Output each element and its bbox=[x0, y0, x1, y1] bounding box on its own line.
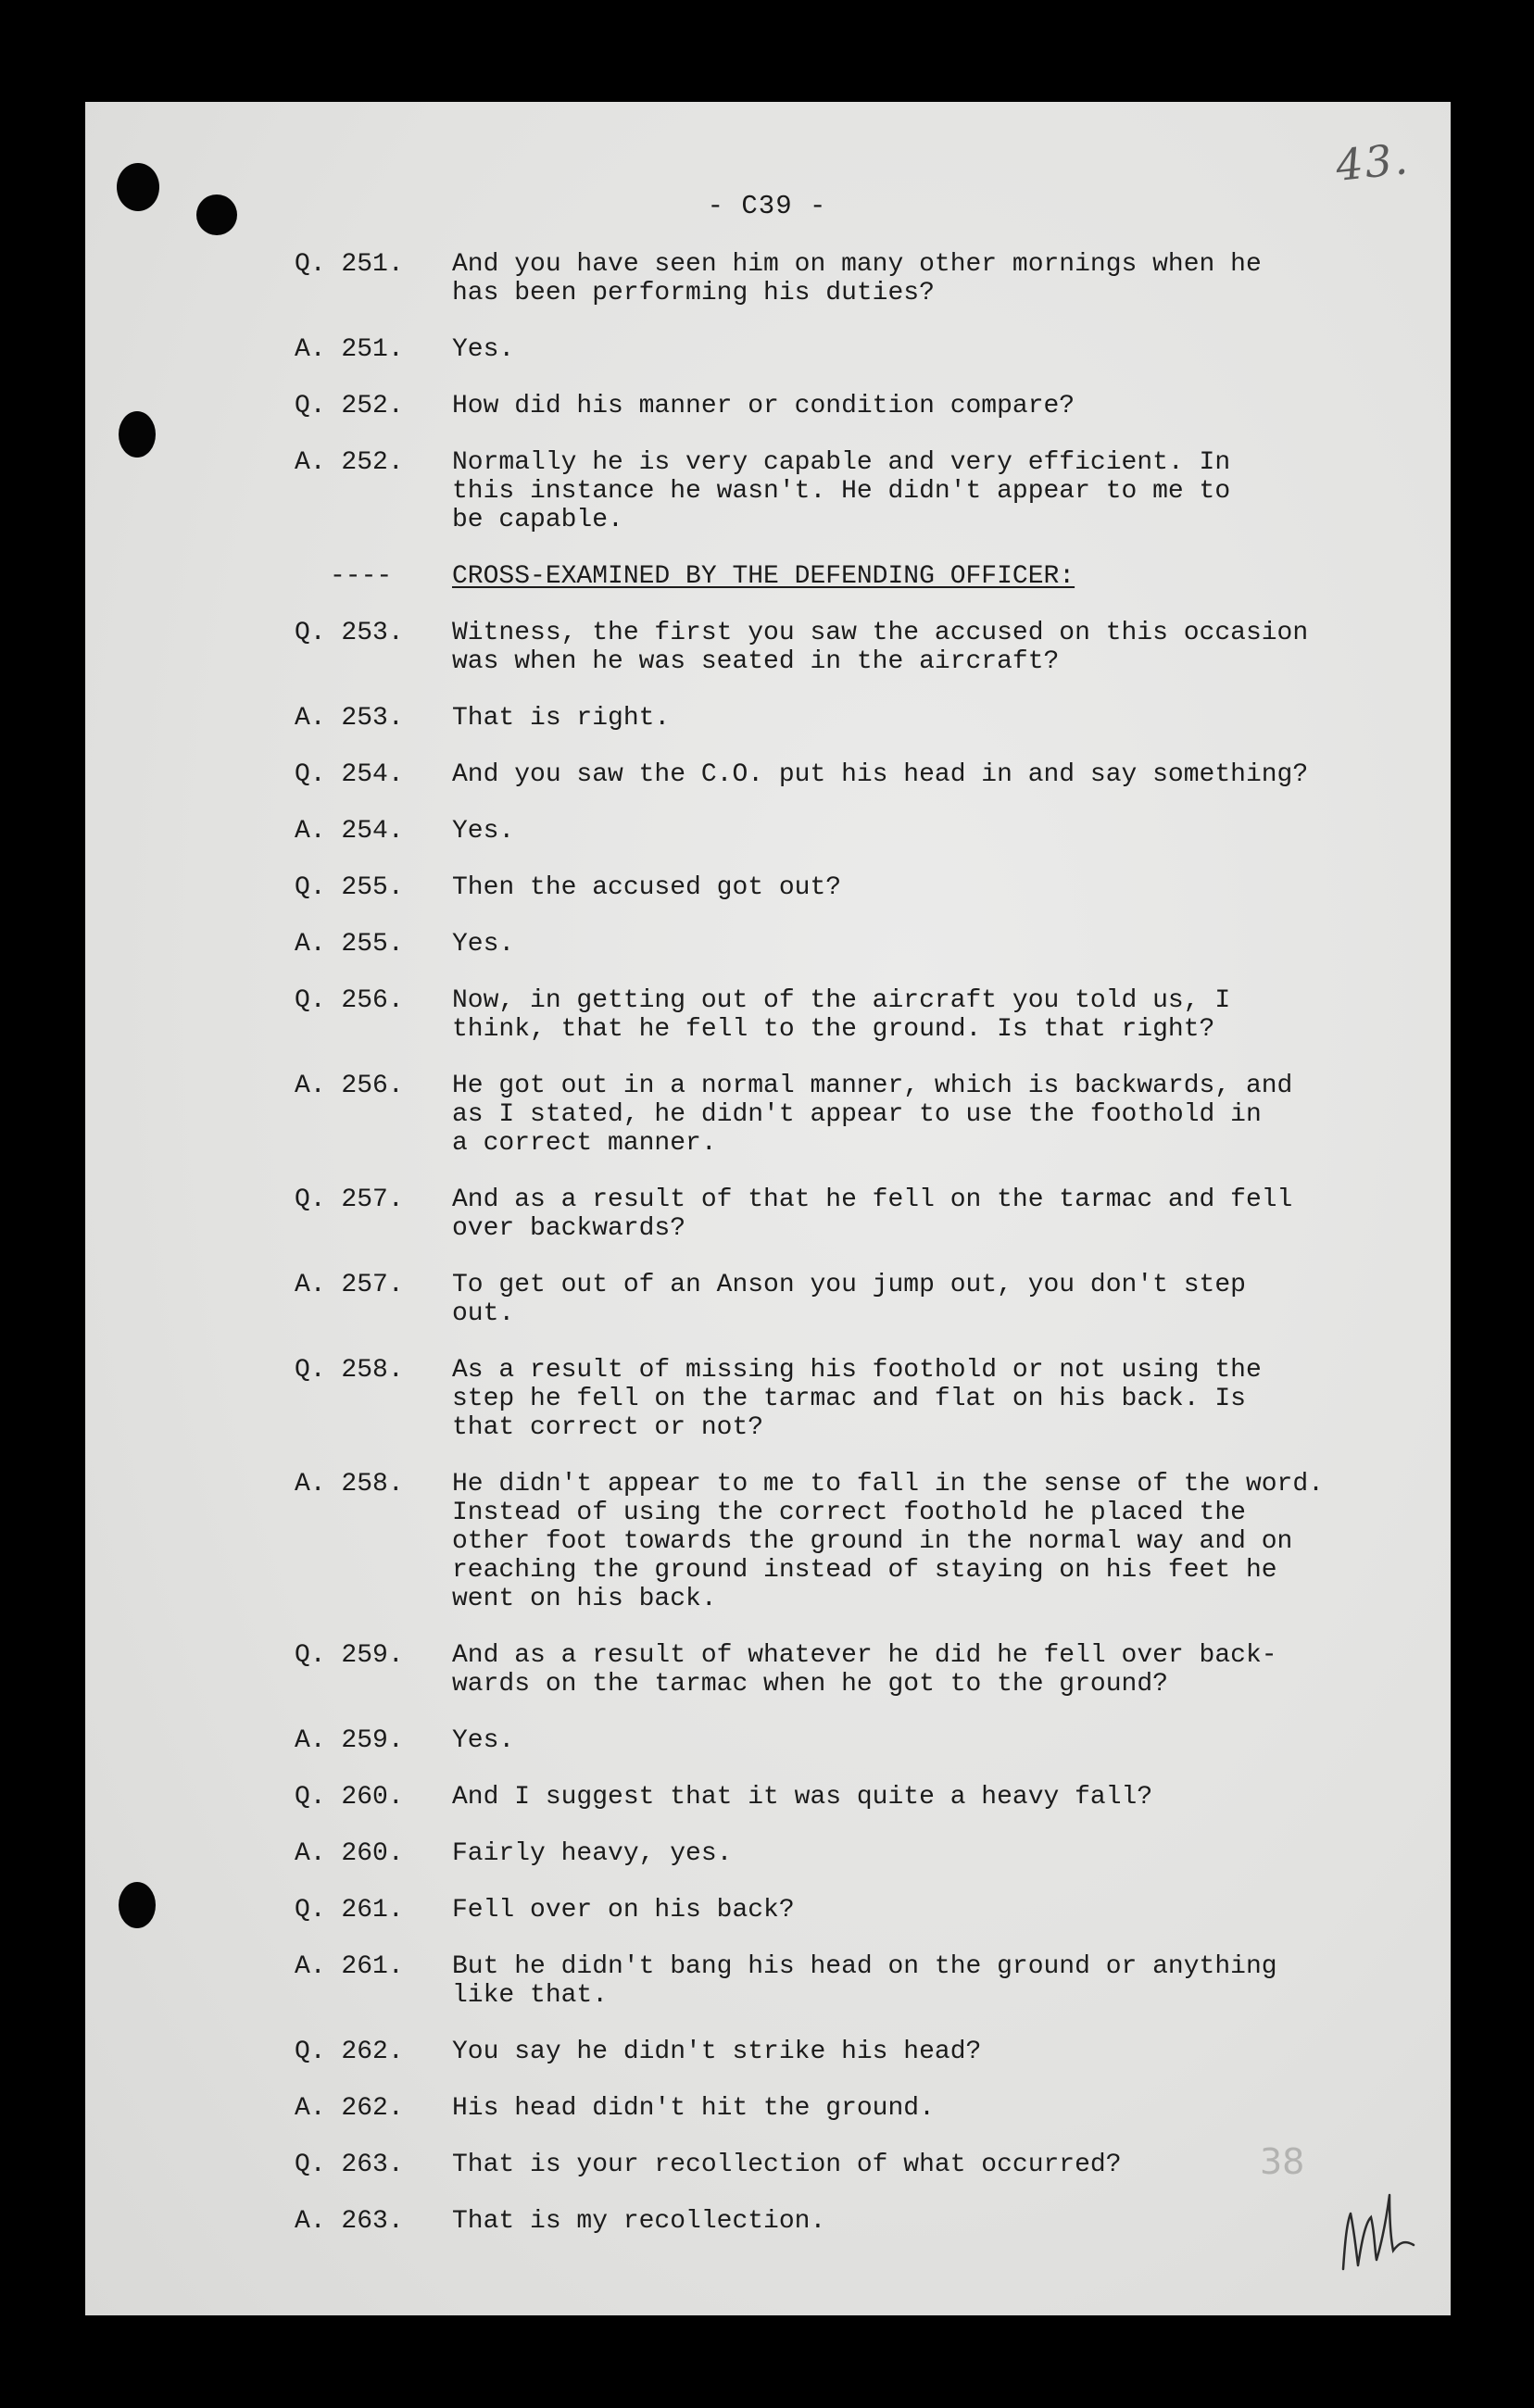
entry-label: A. 254. bbox=[295, 817, 404, 846]
entry-text: And I suggest that it was quite a heavy fall? bbox=[452, 1783, 1153, 1812]
question-entry bbox=[295, 392, 1425, 420]
answer-entry bbox=[295, 1952, 1425, 2010]
answer-entry bbox=[295, 1726, 1425, 1755]
entry-label: Q. 259. bbox=[295, 1641, 404, 1670]
entry-text: Yes. bbox=[452, 930, 515, 959]
question-entry bbox=[295, 760, 1425, 789]
entry-text: He didn't appear to me to fall in the sense of the word. Instead of using the correct foothold he placed the other foot towards the ground in the normal way and on reaching the ground instead of staying on his feet he went on his back. bbox=[452, 1470, 1324, 1613]
section-dash: ---- bbox=[330, 562, 393, 591]
answer-entry bbox=[295, 1470, 1425, 1613]
handwritten-initials-signature bbox=[1334, 2176, 1417, 2278]
entry-text: And as a result of whatever he did he fell over back- wards on the tarmac when he got to the ground? bbox=[452, 1641, 1277, 1699]
entry-label: Q. 254. bbox=[295, 760, 404, 789]
entry-label: A. 255. bbox=[295, 930, 404, 959]
answer-entry bbox=[295, 1072, 1425, 1158]
entry-text: Fell over on his back? bbox=[452, 1896, 795, 1925]
answer-entry bbox=[295, 2094, 1425, 2123]
question-entry bbox=[295, 1896, 1425, 1925]
entry-label: A. 251. bbox=[295, 335, 404, 364]
entry-text: Witness, the first you saw the accused on this occasion was when he was seated in the aircraft? bbox=[452, 619, 1309, 676]
entry-label: Q. 253. bbox=[295, 619, 404, 647]
faint-page-mark: 38 bbox=[1260, 2141, 1305, 2182]
entry-text: That is my recollection. bbox=[452, 2207, 826, 2236]
entry-text: That is right. bbox=[452, 704, 671, 733]
page-number: - C39 - bbox=[707, 191, 827, 221]
entry-label: A. 252. bbox=[295, 448, 404, 477]
entry-text: And you saw the C.O. put his head in and say something? bbox=[452, 760, 1309, 789]
answer-entry bbox=[295, 817, 1425, 846]
entry-text: You say he didn't strike his head? bbox=[452, 2038, 982, 2066]
entry-text: And as a result of that he fell on the tarmac and fell over backwards? bbox=[452, 1185, 1293, 1243]
question-entry bbox=[295, 619, 1425, 676]
question-entry bbox=[295, 1356, 1425, 1442]
entry-text: Now, in getting out of the aircraft you told us, I think, that he fell to the ground. Is that right? bbox=[452, 986, 1231, 1044]
punch-hole-middle bbox=[119, 411, 156, 458]
entry-text: His head didn't hit the ground. bbox=[452, 2094, 935, 2123]
entry-label: Q. 255. bbox=[295, 873, 404, 902]
answer-entry bbox=[295, 930, 1425, 959]
entry-label: A. 256. bbox=[295, 1072, 404, 1100]
answer-entry bbox=[295, 704, 1425, 733]
entry-text: Then the accused got out? bbox=[452, 873, 842, 902]
section-heading bbox=[295, 562, 1425, 591]
entry-label: Q. 263. bbox=[295, 2151, 404, 2179]
entry-text: Yes. bbox=[452, 817, 515, 846]
entry-label: A. 261. bbox=[295, 1952, 404, 1981]
entry-label: A. 258. bbox=[295, 1470, 404, 1499]
entry-text: Yes. bbox=[452, 335, 515, 364]
question-entry bbox=[295, 1783, 1425, 1812]
entry-label: Q. 260. bbox=[295, 1783, 404, 1812]
entry-label: A. 253. bbox=[295, 704, 404, 733]
entry-label: A. 259. bbox=[295, 1726, 404, 1755]
entry-text: How did his manner or condition compare? bbox=[452, 392, 1075, 420]
entry-label: A. 262. bbox=[295, 2094, 404, 2123]
entry-label: Q. 261. bbox=[295, 1896, 404, 1925]
question-entry bbox=[295, 986, 1425, 1044]
question-entry bbox=[295, 2151, 1425, 2179]
answer-entry bbox=[295, 1839, 1425, 1868]
entry-label: Q. 252. bbox=[295, 392, 404, 420]
section-title: CROSS-EXAMINED BY THE DEFENDING OFFICER: bbox=[452, 562, 1075, 591]
entry-text: He got out in a normal manner, which is backwards, and as I stated, he didn't appear to use the foothold in a correct manner. bbox=[452, 1072, 1293, 1158]
question-entry bbox=[295, 1185, 1425, 1243]
entry-text: And you have seen him on many other mornings when he has been performing his duties? bbox=[452, 250, 1262, 307]
entry-text: To get out of an Anson you jump out, you don't step out. bbox=[452, 1271, 1246, 1328]
question-entry bbox=[295, 873, 1425, 902]
entry-text: Yes. bbox=[452, 1726, 515, 1755]
entry-label: Q. 258. bbox=[295, 1356, 404, 1385]
question-entry bbox=[295, 250, 1425, 307]
answer-entry bbox=[295, 2207, 1425, 2236]
entry-text: As a result of missing his foothold or not using the step he fell on the tarmac and flat on his back. Is that correct or not? bbox=[452, 1356, 1262, 1442]
question-entry bbox=[295, 2038, 1425, 2066]
entry-label: A. 257. bbox=[295, 1271, 404, 1299]
entry-text: That is your recollection of what occurred? bbox=[452, 2151, 1122, 2179]
answer-entry bbox=[295, 448, 1425, 534]
entry-text: Normally he is very capable and very efficient. In this instance he wasn't. He didn't appear to me to be capable. bbox=[452, 448, 1231, 534]
folio-number: 43. bbox=[1333, 133, 1412, 191]
punch-hole-bottom bbox=[119, 1882, 156, 1928]
answer-entry bbox=[295, 1271, 1425, 1328]
entry-text: But he didn't bang his head on the ground or anything like that. bbox=[452, 1952, 1277, 2010]
entry-label: A. 263. bbox=[295, 2207, 404, 2236]
entry-label: Q. 251. bbox=[295, 250, 404, 279]
entry-label: Q. 256. bbox=[295, 986, 404, 1015]
entry-text: Fairly heavy, yes. bbox=[452, 1839, 733, 1868]
entry-label: Q. 257. bbox=[295, 1185, 404, 1214]
question-entry bbox=[295, 1641, 1425, 1699]
entry-label: Q. 262. bbox=[295, 2038, 404, 2066]
transcript bbox=[295, 250, 1425, 2264]
entry-label: A. 260. bbox=[295, 1839, 404, 1868]
answer-entry bbox=[295, 335, 1425, 364]
